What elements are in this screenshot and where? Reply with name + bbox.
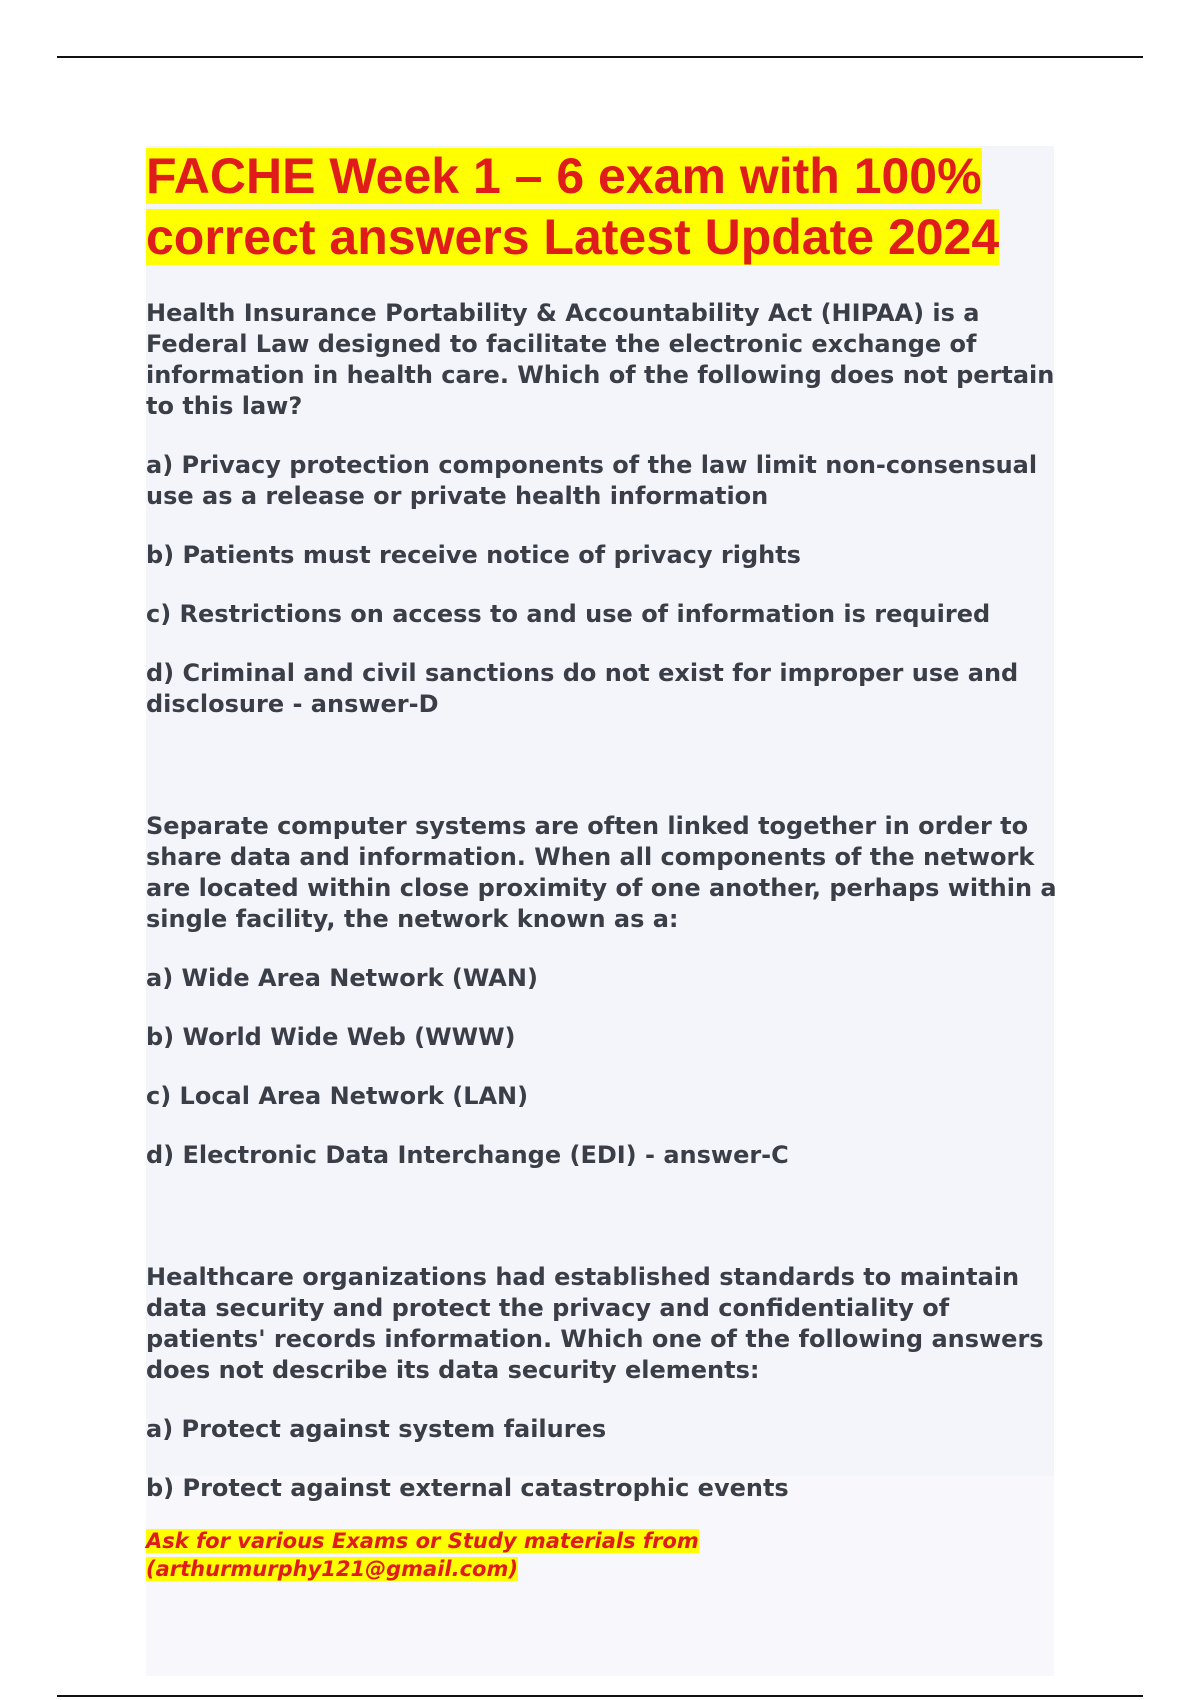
question-3-option-b: b) Protect against external catastrophic events xyxy=(146,1474,789,1502)
footer-email: (arthurmurphy121@gmail.com) xyxy=(146,1557,518,1581)
question-2-option-a: a) Wide Area Network (WAN) xyxy=(146,964,538,992)
question-1-option-a: a) Privacy protection components of the law limit non-consensual use as a release or private health information xyxy=(146,451,1038,510)
question-3-option-a: a) Protect against system failures xyxy=(146,1415,607,1443)
question-2-option-d: d) Electronic Data Interchange (EDI) - answer-C xyxy=(146,1141,789,1169)
question-2-option-c: c) Local Area Network (LAN) xyxy=(146,1082,529,1110)
title-line-2: correct answers Latest Update 2024 xyxy=(146,209,1000,265)
document-body xyxy=(146,146,1066,1504)
question-1-option-c: c) Restrictions on access to and use of information is required xyxy=(146,600,991,628)
question-1-option-b: b) Patients must receive notice of privacy rights xyxy=(146,541,801,569)
question-2-option-b: b) World Wide Web (WWW) xyxy=(146,1023,516,1051)
top-rule xyxy=(57,56,1143,58)
footer-line-1: Ask for various Exams or Study materials from xyxy=(146,1529,699,1553)
document-title xyxy=(146,146,1066,268)
question-1-option-d: d) Criminal and civil sanctions do not exist for improper use and disclosure - answer-D xyxy=(146,659,1019,718)
question-block-2 xyxy=(146,811,1066,1171)
footer-note xyxy=(146,1527,846,1583)
title-line-1: FACHE Week 1 – 6 exam with 100% xyxy=(146,148,982,204)
question-1-text: Health Insurance Portability & Accountability Act (HIPAA) is a Federal Law designed to facilitate the electronic exchange of information in health care. Which of the following does not pertain to this law? xyxy=(146,299,1055,420)
question-block-3 xyxy=(146,1262,1066,1504)
question-2-text: Separate computer systems are often linked together in order to share data and information. When all components of the network are located within close proximity of one another, perhaps within a single facility, the network known as a: xyxy=(146,812,1057,933)
bottom-rule xyxy=(57,1695,1143,1697)
question-block-1 xyxy=(146,298,1066,720)
question-3-text: Healthcare organizations had established standards to maintain data security and protect the privacy and confidentiality of patients' records information. Which one of the following answers does not describe its data security elements: xyxy=(146,1263,1044,1384)
